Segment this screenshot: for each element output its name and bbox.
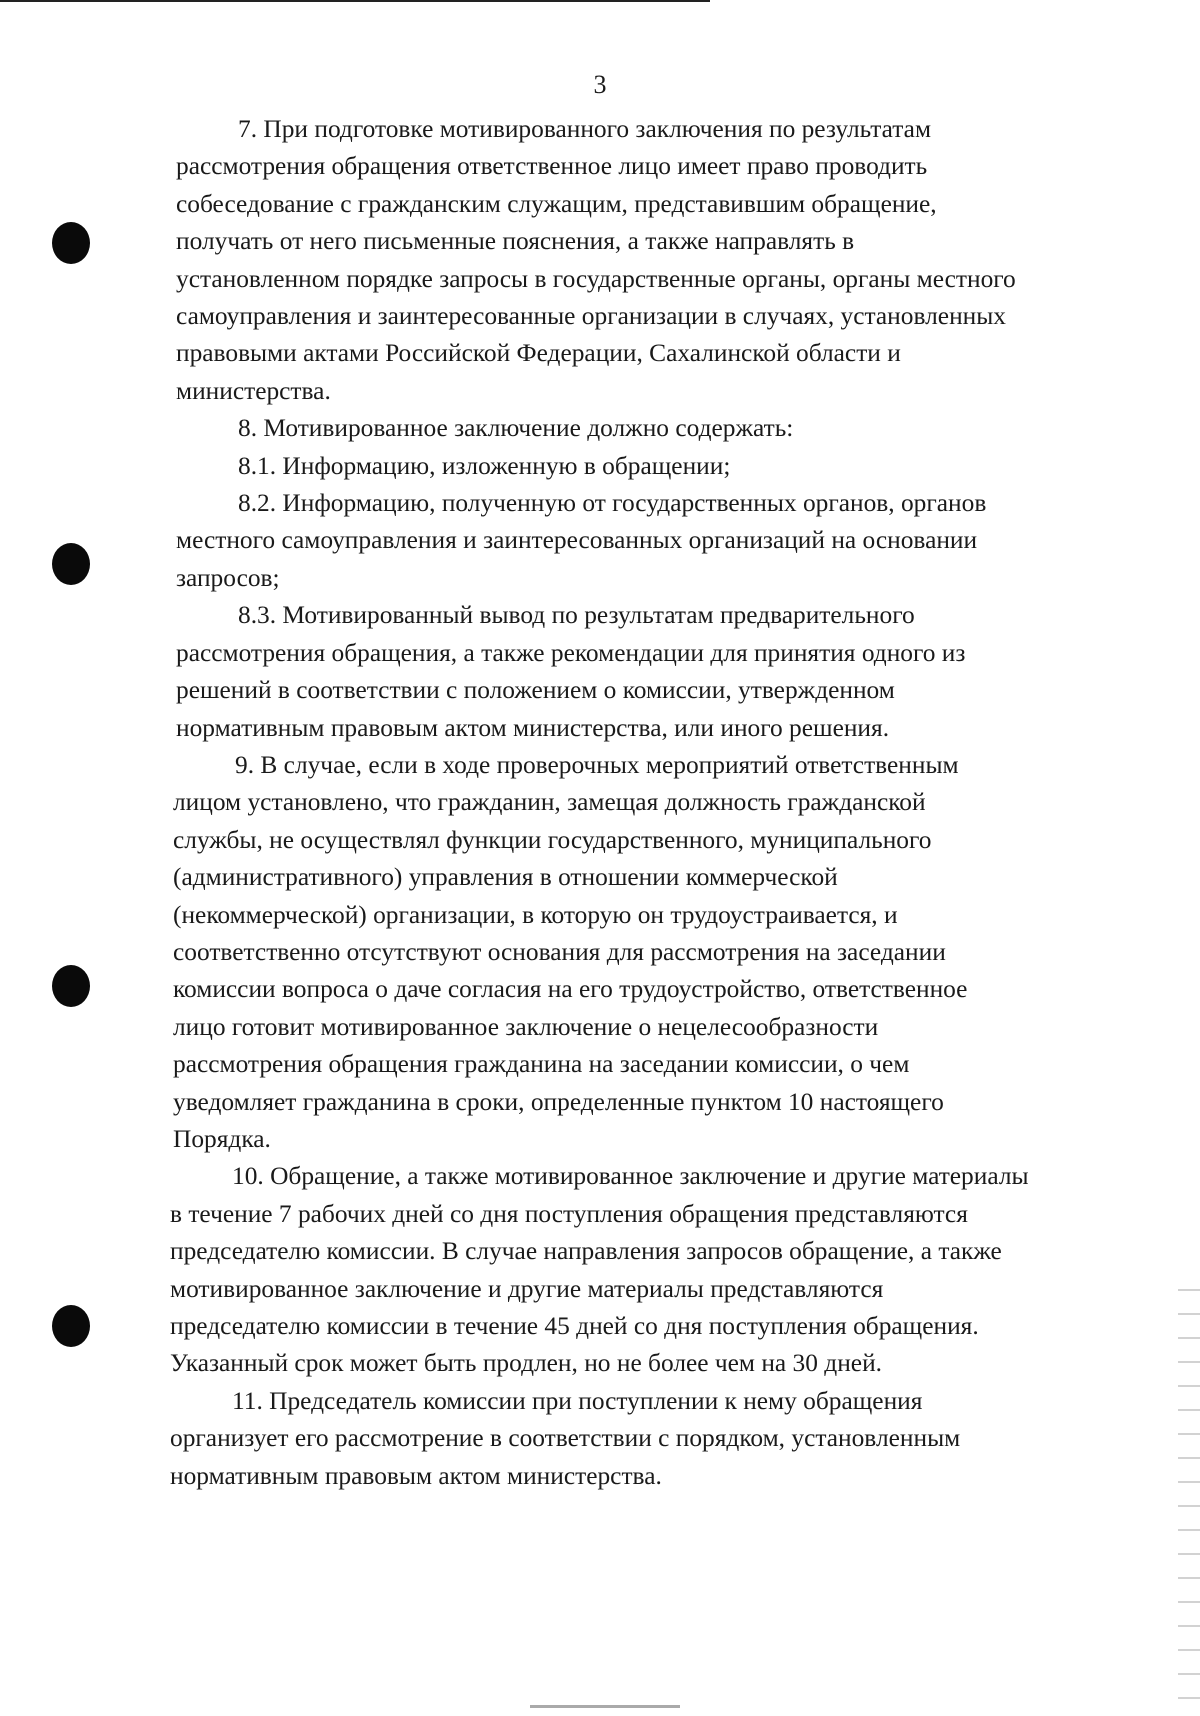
scan-edge-artifact <box>1178 1280 1200 1710</box>
paragraph-7: 7. При подготовке мотивированного заключения по результатам рассмотрения обращения ответственное лицо имеет право проводить собеседование с гражданским служащим, представившим обращение, получать от него письменные пояснения, а также направлять в установленном порядке запросы в государственные органы, органы местного самоуправления и заинтересованные организации в случаях, установленных правовыми актами Российской Федерации, Сахалинской области и министерства. <box>176 115 1016 405</box>
paragraph-8-1: 8.1. Информацию, изложенную в обращении; <box>238 451 731 480</box>
paragraph-8: 8. Мотивированное заключение должно содержать: <box>238 414 794 443</box>
paragraph-9: 9. В случае, если в ходе проверочных мероприятий ответственным лицом установлено, что гражданин, замещая должность гражданской службы, не осуществлял функции государственного, муниципального (административного) управления в отношении коммерческой (некоммерческой) организации, в которую он трудоустраивается, и соответственно отсутствуют основания для рассмотрения на заседании комиссии вопроса о даче согласия на его трудоустройство, ответственное лицо готовит мотивированное заключение о нецелесообразности рассмотрения обращения гражданина на заседании комиссии, о чем уведомляет гражданина в сроки, определенные пунктом 10 настоящего Порядка. <box>173 750 968 1153</box>
punch-hole-mark <box>52 965 90 1007</box>
page-number: 3 <box>593 70 607 99</box>
paragraph-8-2: 8.2. Информацию, полученную от государственных органов, органов местного самоуправления и заинтересованных организаций на основании запросов; <box>176 489 987 592</box>
top-border-line <box>0 0 710 2</box>
paragraph-8-3: 8.3. Мотивированный вывод по результатам предварительного рассмотрения обращения, а также рекомендации для принятия одного из решений в соответствии с положением о комиссии, утвержденном нормативным правовым актом министерства, или иного решения. <box>176 601 966 742</box>
paragraph-11: 11. Председатель комиссии при поступлении к нему обращения организует его рассмотрение в соответствии с порядком, установленным нормативным правовым актом министерства. <box>170 1386 961 1490</box>
paragraph-10: 10. Обращение, а также мотивированное заключение и другие материалы в течение 7 рабочих дней со дня поступления обращения представляются председателю комиссии. В случае направления запросов обращение, а также мотивированное заключение и другие материалы представляются председателю комиссии в течение 45 дней со дня поступления обращения. Указанный срок может быть продлен, но не более чем на 30 дней. <box>170 1162 1029 1378</box>
punch-hole-mark <box>52 222 90 264</box>
punch-hole-mark <box>52 543 90 585</box>
document-body <box>170 111 1124 1495</box>
punch-hole-mark <box>52 1305 90 1347</box>
bottom-edge-line <box>530 1705 680 1708</box>
